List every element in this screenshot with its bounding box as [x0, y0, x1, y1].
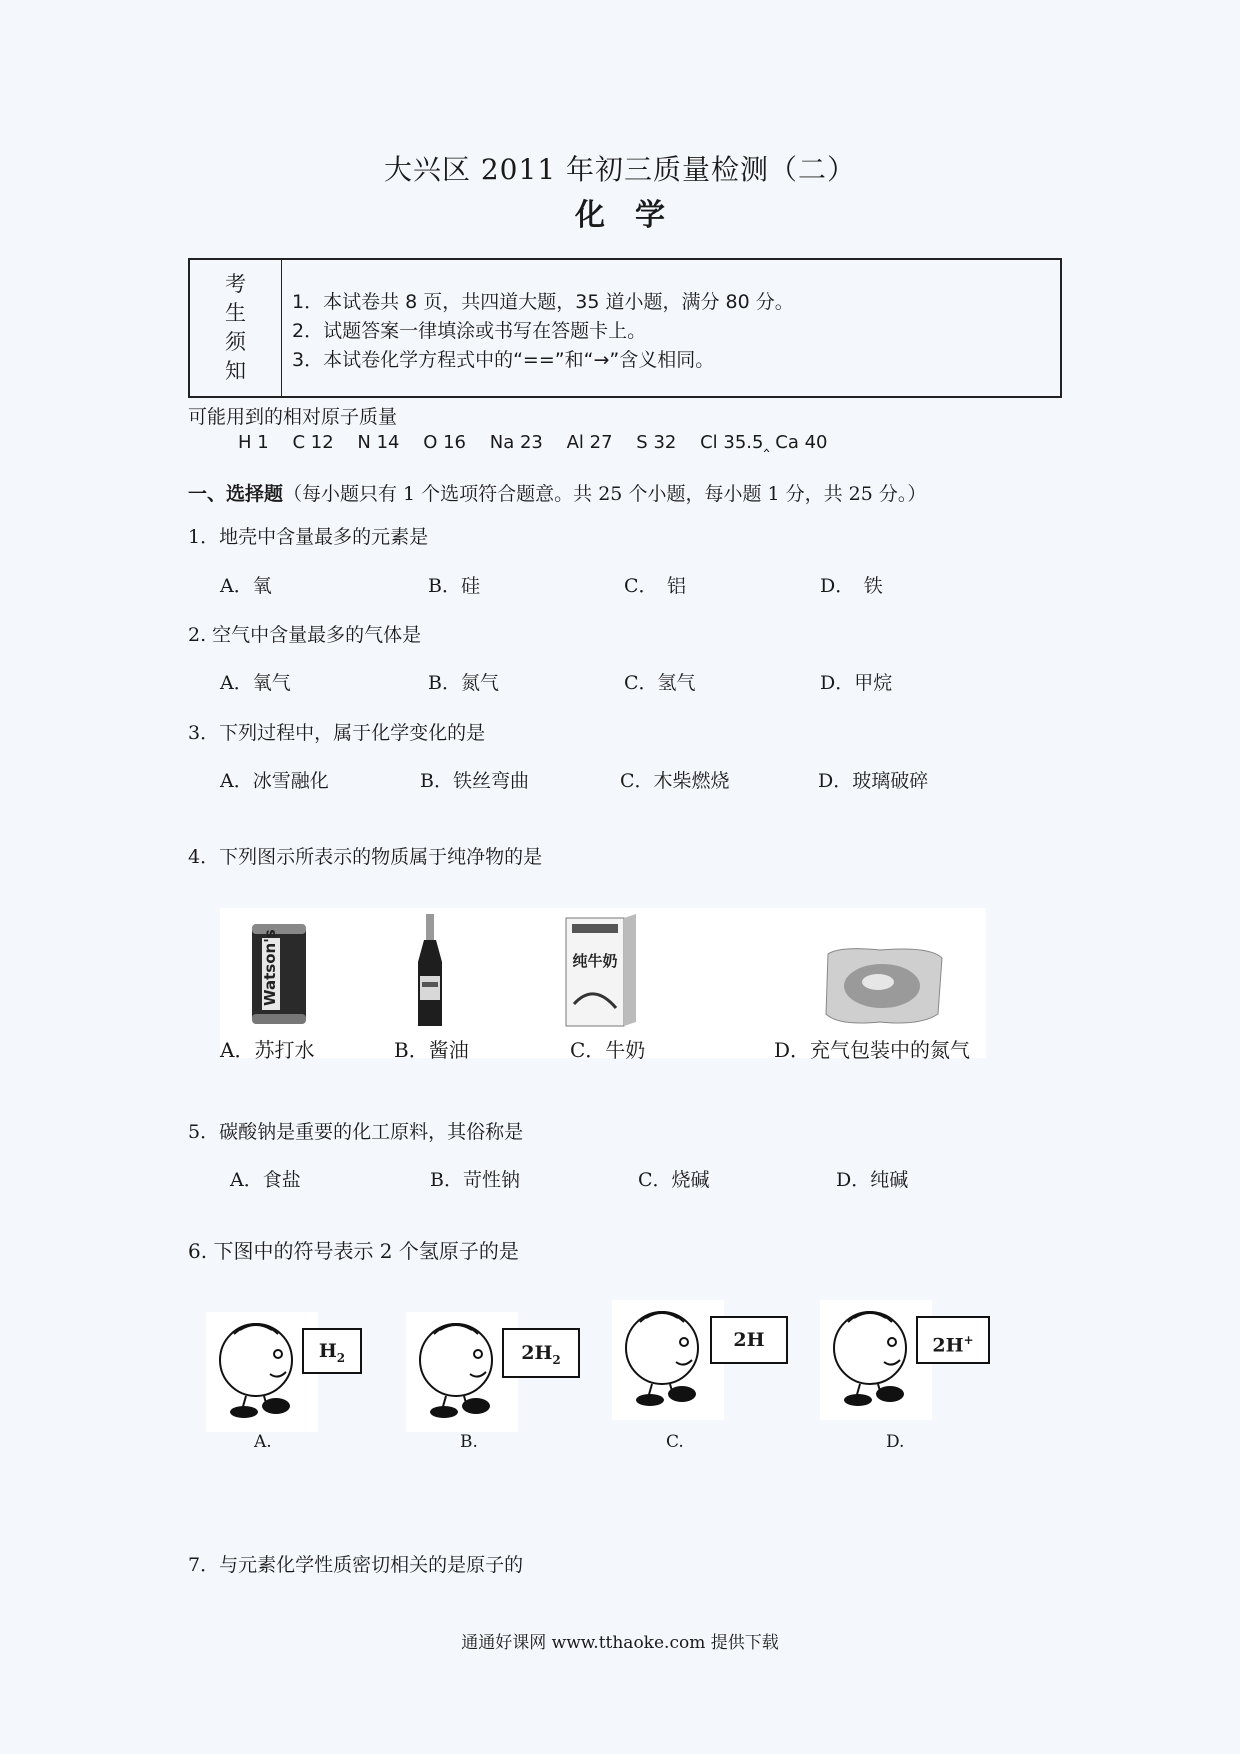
atomic-mass-item: O 16: [423, 432, 467, 453]
atomic-mass-item: H 1: [238, 432, 269, 453]
question-stem: 2. 空气中含量最多的气体是: [188, 624, 422, 646]
q6-option-c-caption: C.: [666, 1432, 684, 1452]
symbol-superscript: +: [963, 1333, 974, 1347]
q4-option-a-caption: A．苏打水: [220, 1038, 315, 1062]
option: A．氧: [220, 575, 272, 597]
q4-option-c-caption: C．牛奶: [570, 1038, 646, 1062]
notice-label-char: 生: [225, 301, 246, 325]
notice-line: 1．本试卷共 8 页，共四道大题，35 道小题，满分 80 分。: [292, 291, 794, 313]
symbol-main: 2H: [521, 1342, 553, 1364]
symbol-subscript: 2: [336, 1350, 346, 1365]
option: A．食盐: [230, 1169, 301, 1191]
question-options: [220, 668, 892, 695]
atomic-mass-title: 可能用到的相对原子质量: [188, 406, 398, 428]
section-title: 一、选择题: [188, 483, 284, 505]
notice-label-char: 考: [225, 272, 246, 296]
option: D．甲烷: [820, 672, 893, 694]
option: B．铁丝弯曲: [420, 770, 529, 792]
q4-image-strip: [220, 908, 986, 1062]
q4-option-b-caption: B．酱油: [394, 1038, 469, 1062]
section-heading: [188, 479, 926, 506]
milk-label: 纯牛奶: [572, 952, 618, 970]
soy-sauce-bottle-image: [410, 910, 450, 1030]
question-options: [220, 571, 883, 598]
option: B．苛性钠: [430, 1169, 520, 1191]
q6-option-a-caption: A.: [254, 1432, 272, 1452]
symbol-main: 2H: [932, 1334, 964, 1357]
section-note: （每小题只有 1 个选项符合题意。共 25 个小题，每小题 1 分，共 25 分。）: [283, 483, 927, 505]
symbol-box: [710, 1316, 788, 1364]
footer-download-note: 通通好课网 www.tthaoke.com 提供下载: [461, 1633, 779, 1653]
atomic-mass-list: [238, 432, 846, 453]
symbol-main: 2H: [733, 1329, 765, 1351]
atomic-mass-item: N 14: [357, 432, 400, 453]
q6-option-d-caption: D.: [886, 1432, 905, 1452]
option: A．氧气: [220, 672, 291, 694]
q6-option-b-caption: B.: [460, 1432, 478, 1452]
chip-bag-image: [820, 944, 950, 1028]
symbol-box: [502, 1328, 580, 1378]
option: D．玻璃破碎: [818, 770, 929, 792]
question-stem: 7．与元素化学性质密切相关的是原子的: [188, 1554, 524, 1576]
option: C．木柴燃烧: [620, 770, 730, 792]
notice-lines: [292, 288, 794, 375]
option: D． 铁: [820, 575, 883, 597]
atomic-mass-item: S 32: [636, 432, 677, 453]
question-stem: 4．下列图示所表示的物质属于纯净物的是: [188, 846, 543, 868]
atomic-mass-item: C 12: [292, 432, 334, 453]
soda-can-image: [248, 918, 310, 1030]
notice-line: 3．本试卷化学方程式中的“==”和“→”含义相同。: [292, 349, 715, 371]
atomic-mass-item: Na 23: [489, 432, 543, 453]
option: A．冰雪融化: [220, 770, 329, 792]
atomic-mass-item: Al 27: [566, 432, 613, 453]
exam-title: 大兴区 2011 年初三质量检测（二）: [383, 153, 857, 186]
symbol-main: H: [318, 1340, 337, 1362]
option: C．烧碱: [638, 1169, 710, 1191]
question-stem: 6. 下图中的符号表示 2 个氢原子的是: [188, 1239, 519, 1263]
option: B．氮气: [428, 672, 499, 694]
question-stem: 3．下列过程中，属于化学变化的是: [188, 722, 486, 744]
question-stem: 5．碳酸钠是重要的化工原料，其俗称是: [188, 1121, 524, 1143]
option: B．硅: [428, 575, 480, 597]
question-options: [220, 766, 928, 793]
symbol-box: [916, 1316, 990, 1364]
symbol-box: [302, 1328, 362, 1374]
notice-line: 2．试题答案一律填涂或书写在答题卡上。: [292, 320, 647, 342]
symbol-subscript: 2: [552, 1352, 561, 1367]
notice-label: [190, 260, 282, 396]
option: C．氢气: [624, 672, 696, 694]
subject-title: 化 学: [575, 198, 665, 233]
cartoon-figure: [612, 1300, 724, 1420]
q4-option-d-caption: D．充气包装中的氮气: [774, 1038, 971, 1062]
question-stem: 1．地壳中含量最多的元素是: [188, 526, 429, 548]
milk-carton-image: [564, 912, 638, 1030]
can-label: Watson's: [261, 929, 279, 1006]
option: D．纯碱: [836, 1169, 909, 1191]
notice-label-char: 须: [225, 330, 246, 354]
notice-label-char: 知: [225, 359, 246, 383]
atomic-mass-item: Cl 35.5‸ Ca 40: [700, 432, 828, 453]
exam-notice-box: [188, 258, 1062, 398]
option: C． 铝: [624, 575, 687, 597]
question-options: [230, 1165, 908, 1192]
